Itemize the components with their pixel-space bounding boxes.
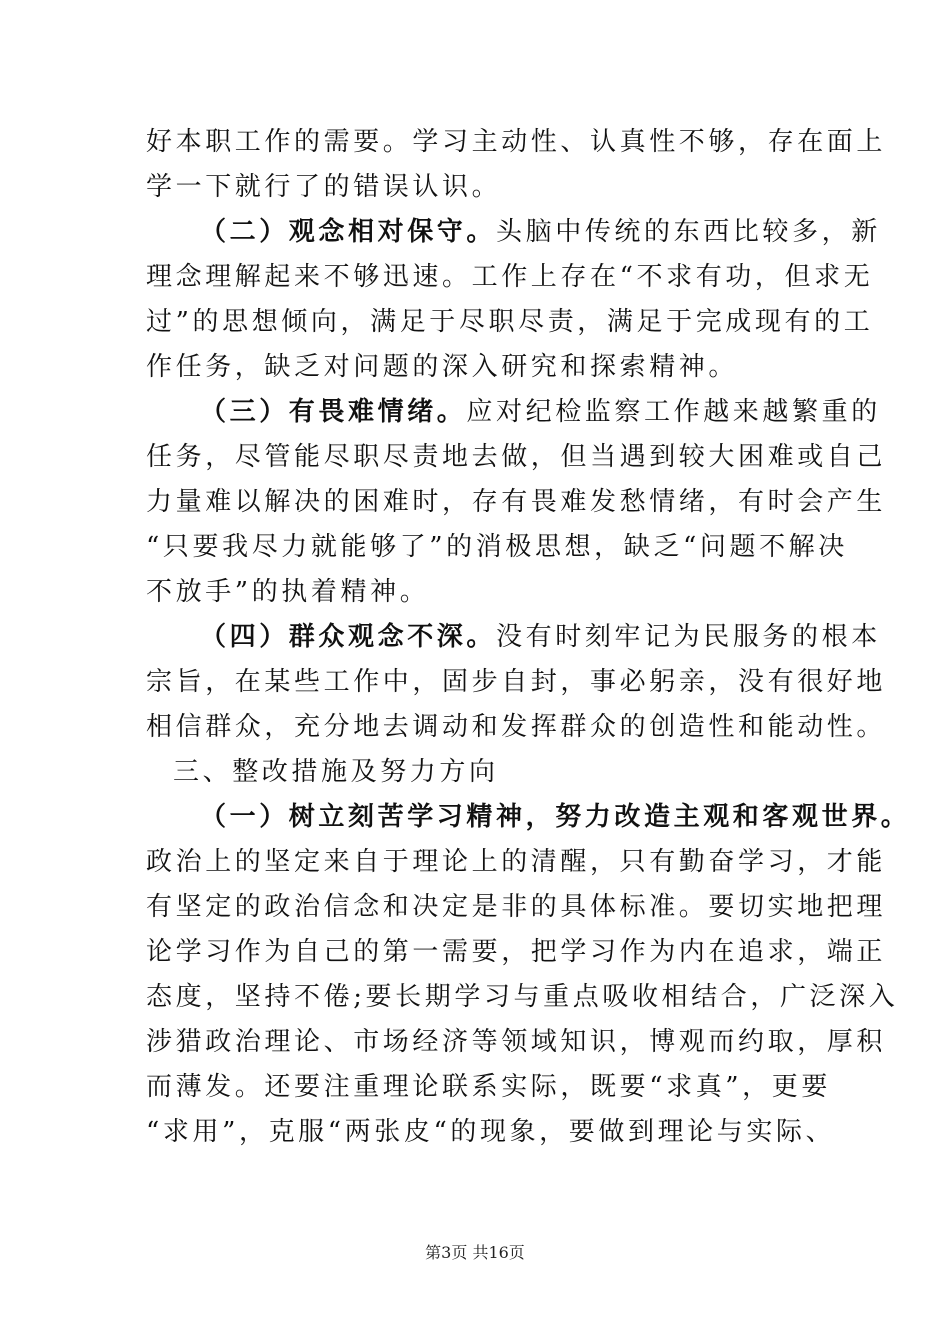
body-line-4 (146, 255, 873, 299)
section-heading-title: （三）有畏难情绪。 (200, 397, 467, 427)
body-line-13 (146, 660, 886, 704)
line-text: 而薄发。还要注重理论联系实际，既要“求真”，更要 (146, 1072, 831, 1102)
section-heading-3 (200, 390, 881, 434)
line-text: “求用”，克服“两张皮“的现象，要做到理论与实际、 (146, 1117, 836, 1147)
line-text: 理念理解起来不够迅速。工作上存在“不求有功，但求无 (146, 262, 874, 292)
body-line-14 (146, 705, 886, 749)
body-line-18 (146, 885, 886, 929)
section-heading-4 (200, 615, 881, 659)
page-number-label: 第3页 共16页 (425, 1243, 525, 1262)
line-text: 应对纪检监察工作越来越繁重的 (466, 397, 881, 427)
body-line-10 (146, 525, 848, 569)
section-heading-title: （二）观念相对保守。 (200, 217, 497, 247)
body-line-17 (146, 840, 886, 884)
section-heading-title: （一）树立刻苦学习精神，努力改造主观和客观世界。 (200, 802, 911, 832)
line-text: 没有时刻牢记为民服务的根本 (496, 622, 881, 652)
page-footer (0, 1242, 950, 1264)
body-line-20 (146, 975, 898, 1019)
chapter-heading (173, 750, 499, 794)
chapter-heading-title: 三、整改措施及努力方向 (173, 757, 499, 787)
line-text: 论学习作为自己的第一需要，把学习作为内在追求，端正 (146, 937, 887, 967)
line-text: 相信群众，充分地去调动和发挥群众的创造性和能动性。 (146, 712, 887, 742)
line-text: 好本职工作的需要。学习主动性、认真性不够，存在面上 (146, 127, 887, 157)
line-text: 学一下就行了的错误认识。 (146, 172, 502, 202)
line-text: 任务，尽管能尽职尽责地去做，但当遇到较大困难或自己 (146, 442, 887, 472)
line-text: 态度，坚持不倦;要长期学习与重点吸收相结合，广泛深入 (146, 982, 899, 1012)
line-text: 涉猎政治理论、市场经济等领域知识，博观而约取，厚积 (146, 1027, 887, 1057)
section-heading-measure-1 (200, 795, 910, 839)
body-line-2 (146, 165, 501, 209)
line-text: 不放手”的执着精神。 (146, 577, 430, 607)
line-text: 过”的思想倾向，满足于尽职尽责，满足于完成现有的工 (146, 307, 874, 337)
line-text: 政治上的坚定来自于理论上的清醒，只有勤奋学习，才能 (146, 847, 887, 877)
body-line-6 (146, 345, 738, 389)
section-heading-title: （四）群众观念不深。 (200, 622, 497, 652)
line-text: “只要我尽力就能够了”的消极思想，缺乏“问题不解决 (146, 532, 848, 562)
body-line-8 (146, 435, 886, 479)
body-line-1 (146, 120, 886, 164)
line-text: 宗旨，在某些工作中，固步自封，事必躬亲，没有很好地 (146, 667, 887, 697)
body-line-9 (146, 480, 886, 524)
line-text: 力量难以解决的困难时，存有畏难发愁情绪，有时会产生 (146, 487, 887, 517)
body-line-23 (146, 1110, 835, 1154)
body-line-21 (146, 1020, 886, 1064)
line-text: 有坚定的政治信念和决定是非的具体标准。要切实地把理 (146, 892, 887, 922)
body-line-19 (146, 930, 886, 974)
body-line-5 (146, 300, 873, 344)
line-text: 头脑中传统的东西比较多，新 (496, 217, 881, 247)
body-line-11 (146, 570, 429, 614)
body-line-22 (146, 1065, 831, 1109)
section-heading-2 (200, 210, 881, 254)
line-text: 作任务，缺乏对问题的深入研究和探索精神。 (146, 352, 739, 382)
